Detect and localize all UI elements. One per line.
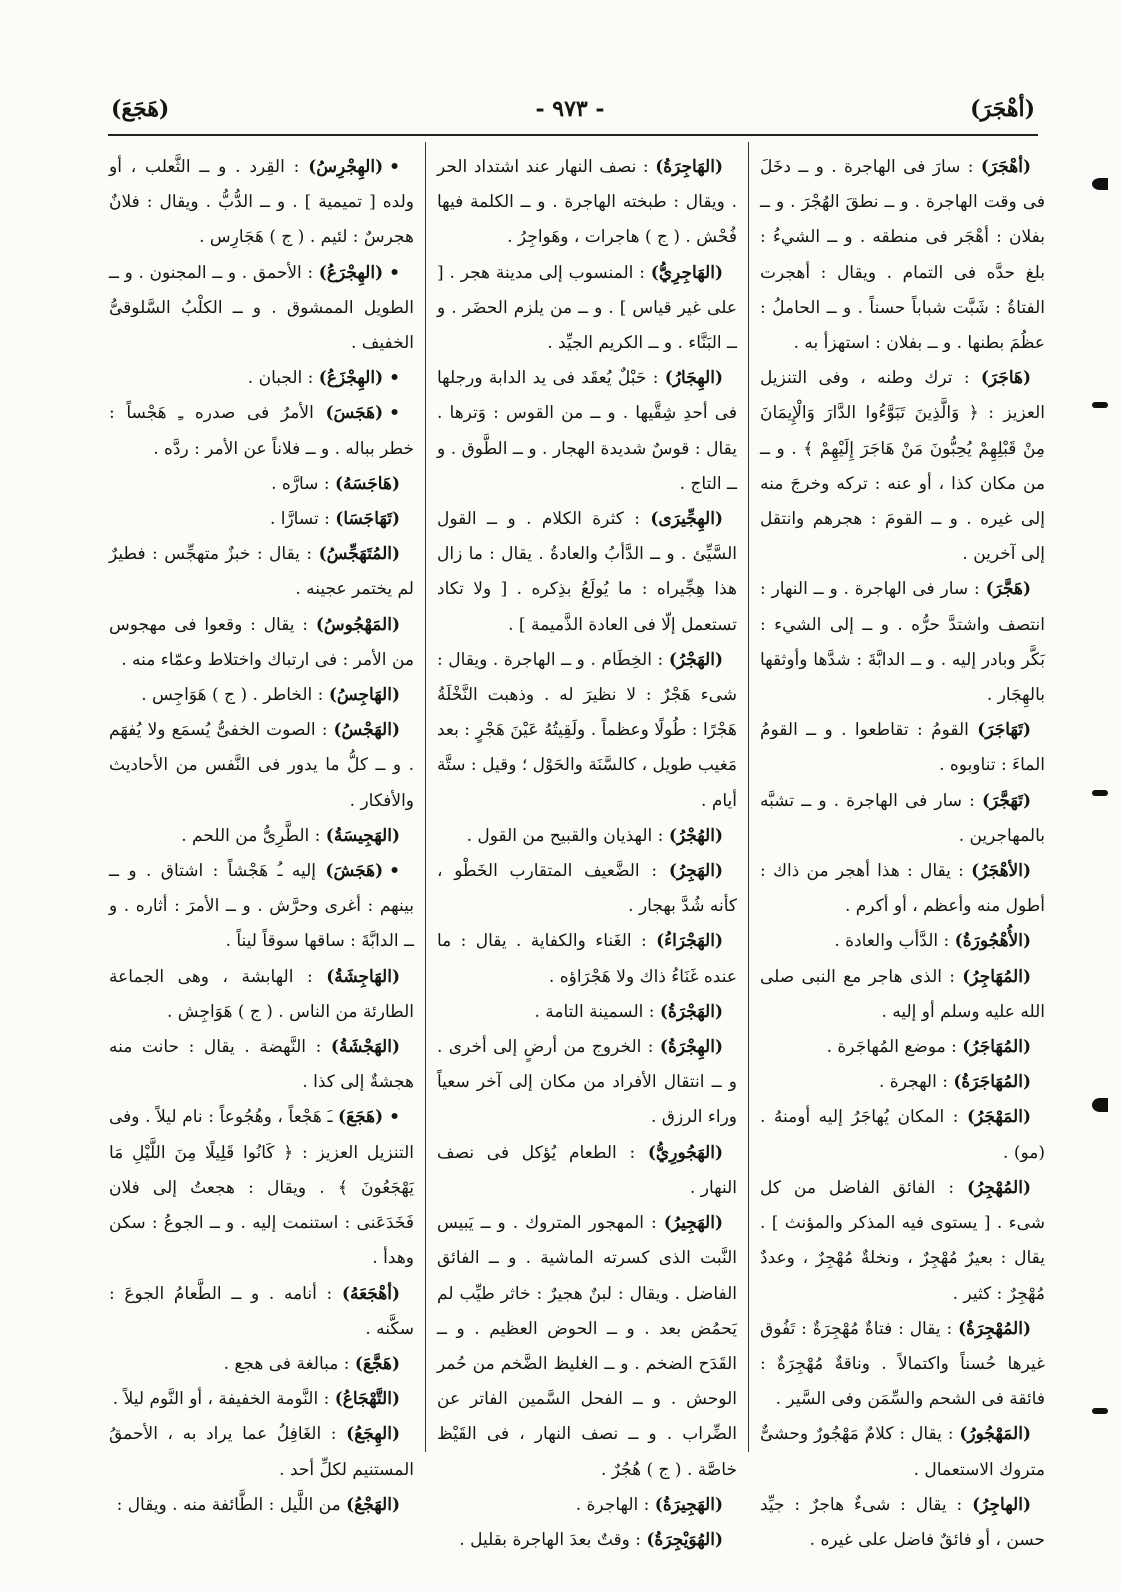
dictionary-entry: [437, 819, 737, 854]
entry-definition: : نصف النهار عند اشتداد الحر . ويقال : طبخته الهاجرة . و ــ الكلمة فيها فُحْش . ( ج ) هاجرات ، وهَواجِرُ .: [437, 157, 737, 248]
dictionary-entry: [437, 995, 737, 1030]
entry-headword: (هَاجَرَ): [980, 368, 1032, 389]
entry-bullet-icon: •: [389, 403, 401, 424]
entry-headword: (الهَجْرَاءُ): [656, 931, 724, 952]
entry-headword: (الهَجِيرَةُ): [654, 1494, 723, 1515]
entry-headword: (الهَجِرُ): [668, 861, 723, 882]
entry-definition: : يقال : وقعوا فى مهجوس من الأمر : فى ارتباك واختلاط وعمّاء منه .: [109, 614, 414, 670]
dictionary-entry: [760, 1488, 1045, 1558]
entry-definition: : الأحمق . و ــ المجنون . و ــ الطويل الممشوق . و ــ الكلْبُ السَّلوقىُّ الخفيف .: [109, 262, 414, 354]
entry-headword: (هَجَّرَ): [985, 579, 1031, 600]
entry-definition: : تسارَّا .: [269, 509, 330, 530]
entry-headword: (المُهَاجَرَةُ): [953, 1072, 1031, 1093]
dictionary-entry: [109, 361, 414, 396]
dictionary-entry: [109, 1488, 414, 1523]
entry-definition: : مبالغة فى هجع .: [223, 1353, 350, 1374]
entry-definition: : الهاجرة .: [575, 1494, 650, 1515]
entry-headword: (الهَاجِرِيُّ): [650, 262, 723, 283]
dictionary-entry: [437, 502, 737, 643]
dictionary-entry: [760, 784, 1045, 854]
entry-headword: (تَهَاجَرَ): [977, 720, 1032, 741]
entry-definition: : النَّهضة . يقال : حانت منه هجشةٌ إلى كذا .: [109, 1037, 414, 1093]
entry-definition: : حَبْلٌ يُعقَد فى يد الدابة ورجلها فى أحدِ شِقَّيها . و ــ من القوس : وَترها . يقال : قوسٌ شديدة الهجار . و ــ الطَّوق . و ــ التاج .: [437, 368, 737, 494]
entry-headword: (أهْجَعَهُ): [341, 1283, 400, 1304]
margin-mark: [1092, 1408, 1108, 1414]
entry-headword: (المُهْجِرَةُ): [958, 1318, 1031, 1339]
entry-headword: (الهَجْعُ): [346, 1494, 400, 1515]
entry-definition: : الضَّعيف المتقارب الخَطْو ، كأنه شُدَّ بهجار .: [437, 861, 737, 917]
entry-definition: : الدَّأب والعادة .: [834, 931, 950, 952]
dictionary-entry: [760, 1312, 1045, 1418]
dictionary-entry: [109, 396, 414, 466]
entry-definition: : المكان يُهاجَرُ إليه أومنهُ . (مو) .: [760, 1107, 1045, 1163]
entry-headword: (هَجَعَ): [338, 1107, 384, 1128]
dictionary-entry: [109, 1100, 414, 1276]
entry-definition: : وقتٌ بعدَ الهاجرة بقليل .: [459, 1529, 641, 1550]
entry-definition: : يقال : هذا أهجر من ذاك : أطول منه وأعظم ، أو أكرم .: [760, 861, 1045, 917]
entry-definition: : الطعام يُؤكل فى نصف النهار .: [437, 1142, 737, 1198]
entry-headword: (الهِجِّيرَى): [650, 509, 723, 530]
entry-definition: : الخِطَام . و ــ الهاجرة . ويقال : شىء هَجْرٌ : لا نظيرَ له . وذهبت النَّخْلَةُ هَجْرًا : طُولًا وعظماً . ولَقِيتُهُ عَيْنَ هَجْرٍ : بعد مَغيب طويل ، كالسَّنَة والحَوْل ؛ وقيل : ستَّة أيام .: [437, 649, 737, 811]
dictionary-entry: [109, 537, 414, 607]
entry-headword: (المَهْجَرُ): [967, 1107, 1032, 1128]
entry-definition: إليه ـُ هَجْشاً : اشتاق . و ــ بينهم : أغرى وحرَّش . و ــ الأمرَ : أثاره . و ــ الدابَّةَ : ساقها سوقاً ليناً .: [109, 861, 414, 952]
entry-headword: (الهَجْشَةُ): [330, 1037, 400, 1058]
entry-headword: (الهَجْرَةُ): [659, 1001, 723, 1022]
entry-definition: من اللَّيل : الطَّائفة منه . ويقال :: [116, 1494, 341, 1515]
entry-headword: (الهَجِيسَةُ): [325, 825, 400, 846]
entry-headword: (تَهَاجَسَا): [335, 509, 400, 530]
entry-definition: : النَّومة الخفيفة ، أو النَّوم ليلاً .: [112, 1389, 330, 1410]
entry-definition: : الهذيان والقبيح من القول .: [466, 825, 664, 846]
entry-definition: : يقال : خبزٌ متهجِّس : فطيرٌ لم يختمر عجينه .: [109, 544, 414, 600]
entry-headword: (المُهْجِرُ): [966, 1177, 1031, 1198]
entry-definition: : الغَافِلُ عما يراد به ، الأحمقُ المستنيم لكلِّ أحد .: [109, 1424, 414, 1480]
entry-headword: (المَهْجُوسُ): [315, 614, 401, 635]
dictionary-entry: [109, 467, 414, 502]
header-right-word: (أهْجَرَ): [970, 96, 1035, 122]
entry-headword: (المُهَاجِرُ): [962, 966, 1031, 987]
entry-definition: : كثرة الكلام . و ــ القول السَّيِّئ . و ــ الدَّأبُ والعادةُ . يقال : ما زال هذا هِجِّيراه : ما يُولَعُ بذِكره . [ ولا تكاد تستعمل إلّا فى العادة الذَّميمة ] .: [437, 509, 737, 635]
dictionary-entry: [437, 1206, 737, 1488]
dictionary-entry: [109, 150, 414, 256]
dictionary-entry: [437, 1030, 737, 1136]
entry-definition: : الطَّرِىُّ من اللحم .: [181, 825, 321, 846]
entry-definition: الأمرُ فى صدره ـِ هَجْساً : خطر بباله . و ــ فلاناً عن الأمر : ردَّه .: [109, 403, 414, 459]
dictionary-entry: [109, 502, 414, 537]
page-number: - ٩٧٣ -: [535, 96, 605, 122]
dictionary-entry: [109, 854, 414, 960]
page-header: [105, 96, 1035, 136]
entry-definition: : القِرد . و ــ الثَّعلب ، أو ولده [ تميمية ] . و ــ الدُّبُّ . ويقال : فلانٌ هجرسٌ : لئيم . ( ج ) هَجَارِس .: [109, 157, 414, 248]
entry-headword: (الأُهْجُورَةُ): [954, 931, 1031, 952]
entry-definition: القومُ : تقاطعوا . و ــ القومُ الماءَ : تناوبوه .: [760, 720, 1045, 776]
dictionary-entry: [109, 960, 414, 1030]
entry-headword: (الهَجْرُ): [668, 649, 723, 670]
dictionary-entry: [760, 1100, 1045, 1170]
dictionary-entry: [109, 1347, 414, 1382]
entry-bullet-icon: •: [389, 157, 400, 177]
dictionary-entry: [109, 678, 414, 713]
entry-definition: : سارَ فى الهاجرة . و ــ دخَلَ فى وقت الهاجرة . و ــ نطقَ الهُجْرَ . و ــ بفلان : أهْجَر فى منطقه . و ــ الشيءُ : بلغ حدَّه فى التمام . ويقال : أهجرت الفتاةُ : شَبَّت شباباً حسناً . و ــ الحاملُ : عظُمَ بطنها . و ــ بفلان : استهزأ به .: [760, 157, 1045, 354]
entry-headword: (الهِجْزَعُ): [318, 368, 384, 389]
entry-definition: : الغَناء والكفاية . يقال : ما عنده غَنَاءُ ذاك ولا هَجْرَاؤه .: [437, 931, 737, 987]
entry-definition: : الهجرة .: [879, 1072, 948, 1093]
dictionary-entry: [437, 361, 737, 502]
dictionary-entry: [760, 1065, 1045, 1100]
entry-headword: (هَجَشَ): [325, 861, 384, 882]
dictionary-entry: [437, 150, 737, 256]
dictionary-entry: [760, 713, 1045, 783]
dictionary-entry: [760, 960, 1045, 1030]
column-right: [760, 150, 1045, 1550]
entry-definition: : يقال : كلامٌ مَهْجُورٌ وحشىٌّ متروك الاستعمال .: [760, 1424, 1045, 1480]
entry-headword: (الهَاجِرَةُ): [655, 157, 723, 177]
column-divider: [748, 142, 749, 1452]
entry-headword: (الأهْجَرُ): [971, 861, 1031, 882]
entry-definition: : السمينة التامة .: [534, 1001, 655, 1022]
entry-headword: (الهُوَيْجِرَةُ): [646, 1529, 723, 1550]
dictionary-entry: [437, 924, 737, 994]
entry-headword: (أهْجَرَ): [980, 157, 1031, 177]
entry-headword: (الهِجْرَعُ): [318, 262, 384, 283]
entry-definition: : الخاطر . ( ج ) هَوَاجِس .: [141, 685, 324, 706]
column-divider: [425, 142, 426, 1452]
dictionary-entry: [760, 854, 1045, 924]
entry-headword: (هَجَسَ): [325, 403, 384, 424]
margin-mark: [1092, 402, 1108, 408]
entry-headword: (الهِجَعُ): [346, 1424, 401, 1445]
dictionary-entry: [760, 1171, 1045, 1312]
entry-bullet-icon: •: [389, 861, 400, 882]
dictionary-entry: [760, 924, 1045, 959]
margin-mark: [1092, 1098, 1108, 1112]
entry-definition: : سار فى الهاجرة . و ــ النهار : انتصف واشتدَّ حرُّه . و ــ إلى الشيء : بَكَّر وبادر إليه . و ــ الدابَّةَ : شدَّها وأوثقها بالهِجَار .: [760, 579, 1045, 706]
entry-bullet-icon: •: [389, 1107, 400, 1128]
entry-headword: (المُتَهَجِّسُ): [318, 544, 401, 565]
entry-headword: (الهاجِرُ): [972, 1494, 1031, 1515]
entry-headword: (الهَجِيرُ): [663, 1213, 723, 1234]
dictionary-entry: [109, 1382, 414, 1417]
entry-definition: : الصوت الخفىُّ يُسمَع ولا يُفهَم . و ــ كلُّ ما يدور فى النَّفس من الأحاديث والأفكار .: [109, 720, 414, 811]
dictionary-entry: [437, 1523, 737, 1558]
dictionary-entry: [437, 643, 737, 819]
dictionary-entry: [109, 713, 414, 819]
column-left: [109, 150, 414, 1515]
dictionary-entry: [109, 608, 414, 678]
entry-headword: (الهَاجِشَةُ): [326, 966, 400, 987]
entry-headword: (تَهَجَّرَ): [982, 790, 1032, 811]
entry-headword: (الهِجْرَةُ): [659, 1037, 723, 1058]
entry-headword: (المَهْجُورُ): [959, 1424, 1031, 1445]
header-rule: [108, 134, 1038, 136]
entry-definition: : الهابشة ، وهى الجماعة الطارئة من الناس . ( ج ) هَوَاجِش .: [109, 966, 414, 1022]
dictionary-entry: [760, 361, 1045, 572]
entry-headword: (هَجَّعَ): [354, 1353, 400, 1374]
entry-definition: : المهجور المتروك . و ــ يَبيس النَّبت الذى كسرته الماشية . و ــ الفائق الفاضل . ويقال : لبنٌ هجيرٌ : خاثر طيِّب لم يَحمُض بعد . و ــ الحوض العظيم . و ــ القَدَح الضخم . و ــ الغليظ الضَّخم من حُمر الوحش . و ــ الفحل السَّمين الفاتر عن الضِّراب . و ــ نصف النهار ، فى القَيْظ خاصَّة . ( ج ) هُجُرٌ .: [437, 1213, 737, 1480]
entry-headword: (الهِجْرِسُ): [308, 157, 384, 177]
dictionary-entry: [109, 1030, 414, 1100]
dictionary-entry: [760, 572, 1045, 713]
entry-definition: : موضع المُهاجَرة .: [826, 1037, 957, 1058]
entry-headword: (الهَاجِسُ): [328, 685, 400, 706]
dictionary-entry: [437, 1488, 737, 1523]
entry-bullet-icon: •: [389, 262, 400, 283]
header-left-word: (هَجَعَ): [111, 96, 170, 122]
dictionary-entry: [109, 1417, 414, 1487]
entry-definition: : يقال : شىءٌ هاجرٌ : جيِّد حسن ، أو فائقٌ فاضل على غيره .: [760, 1494, 1045, 1550]
entry-headword: (الهَجُورِيُّ): [647, 1142, 723, 1163]
entry-definition: : أنامه . و ــ الطَّعامُ الجوعَ : سكَّنه .: [109, 1283, 414, 1339]
dictionary-entry: [760, 1030, 1045, 1065]
entry-definition: : سار فى الهاجرة . و ــ تشبَّه بالمهاجرين .: [760, 790, 1045, 846]
dictionary-entry: [109, 819, 414, 854]
entry-definition: : الجبان .: [247, 368, 314, 389]
dictionary-entry: [437, 1136, 737, 1206]
entry-headword: (المُهَاجَرُ): [962, 1037, 1031, 1058]
entry-definition: : الذى هاجر مع النبى صلى الله عليه وسلم أو إليه .: [760, 966, 1045, 1022]
entry-headword: (التَّهْجَاعُ): [334, 1389, 400, 1410]
dictionary-entry: [109, 256, 414, 362]
entry-definition: : المنسوب إلى مدينة هجر . [ على غير قياس ] . و ــ من يلزم الحضَر . و ــ البَنَّاء . و ــ الكريم الجيِّد .: [437, 262, 737, 354]
column-middle: [437, 150, 737, 1550]
entry-headword: (الهِجَارُ): [664, 368, 723, 389]
margin-mark: [1092, 178, 1108, 190]
entry-definition: : ترك وطنه ، وفى التنزيل العزيز : ﴿ وَالَّذِينَ تَبَوَّءُوا الدَّارَ وَالْإِيمَانَ مِنْ قَبْلِهِمْ يُحِبُّونَ مَنْ هَاجَرَ إِلَيْهِمْ ﴾ . و ــ من مكان كذا ، أو عنه : تركه وخرجَ منه إلى غيره . و ــ القومَ : هجرهم وانتقل إلى آخرين .: [760, 368, 1045, 565]
margin-mark: [1092, 790, 1108, 796]
dictionary-entry: [109, 1277, 414, 1347]
entry-headword: (الهَجْسُ): [333, 720, 400, 741]
entry-definition: : الفائق الفاضل من كل شىء . [ يستوى فيه المذكر والمؤنث ] . يقال : بعيرٌ مُهْجِرٌ ، ونخلةٌ مُهْجِرٌ ، وعددٌ مُهْجِرٌ : كثير .: [760, 1177, 1045, 1304]
dictionary-entry: [760, 1417, 1045, 1487]
entry-bullet-icon: •: [389, 368, 400, 389]
entry-headword: (الهُجْرُ): [668, 825, 723, 846]
entry-headword: (هَاجَسَهُ): [334, 473, 400, 494]
entry-definition: : الخروج من أرضٍ إلى أخرى . و ــ انتقال الأفراد من مكان إلى آخر سعياً وراء الرزق .: [437, 1037, 737, 1128]
dictionary-entry: [437, 854, 737, 924]
entry-definition: : يقال : فتاةٌ مُهْجِرَةٌ : تَفُوق غيرها حُسناً واكتمالاً . وناقةٌ مُهْجِرَةٌ : فائقة فى الشحم والسِّمَن وفى السَّير .: [760, 1318, 1045, 1410]
dictionary-entry: [760, 150, 1045, 361]
entry-definition: : سارَّه .: [271, 473, 330, 494]
entry-definition: ـَ هَجْعاً ، وهُجُوعاً : نام ليلاً . وفى التنزيل العزيز : ﴿ كَانُوا قَلِيلًا مِنَ اللَّيْلِ مَا يَهْجَعُونَ ﴾ . ويقال : هجعتُ إلى فلان فَخَدَعَنى : استنمت إليه . و ــ الجوعُ : سكن وهدأ .: [109, 1107, 414, 1269]
dictionary-entry: [437, 256, 737, 362]
